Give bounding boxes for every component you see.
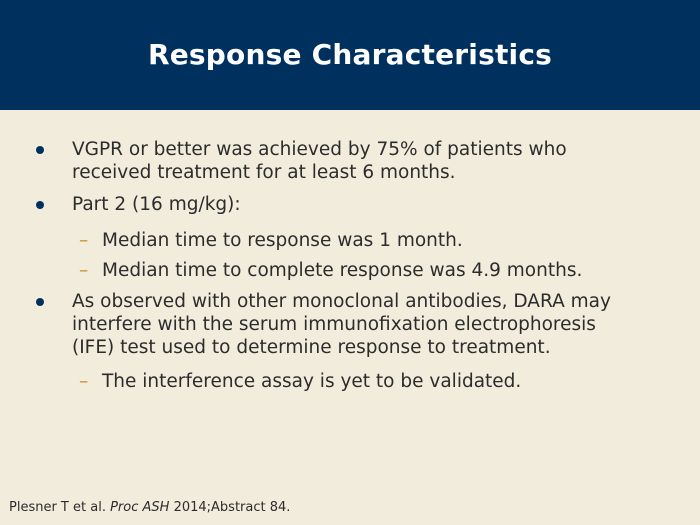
slide-title: Response Characteristics [147,37,552,71]
sub-bullet-text: Median time to response was 1 month. [102,230,463,251]
bullet-line: As observed with other monoclonal antibodies, DARA may [72,291,611,312]
bullet-dot-icon [36,298,44,306]
bullet-dot-icon [36,201,44,209]
bullet-line: interfere with the serum immunofixation electrophoresis [72,314,596,335]
slide-footer-citation [9,500,290,515]
bullet-text [72,193,652,216]
dash-icon: – [79,371,89,392]
dash-icon: – [79,230,89,251]
citation-journal: Proc ASH [110,500,170,515]
sub-bullet-text: The interference assay is yet to be validated. [102,371,522,392]
bullet-line: received treatment for at least 6 months. [72,162,456,183]
citation-authors: Plesner T et al. [9,500,111,515]
slide-content [0,110,700,490]
citation-details: 2014;Abstract 84. [169,500,291,515]
bullet-line: (IFE) test used to determine response to treatment. [72,337,551,358]
bullet-line: VGPR or better was achieved by 75% of patients who [72,139,567,160]
bullet-text [72,290,652,359]
sub-bullet-text: Median time to complete response was 4.9 months. [102,260,583,281]
dash-icon: – [79,260,89,281]
bullet-text [72,138,652,184]
slide-header [0,0,700,110]
bullet-line: Part 2 (16 mg/kg): [72,194,241,215]
bullet-dot-icon [36,146,44,154]
